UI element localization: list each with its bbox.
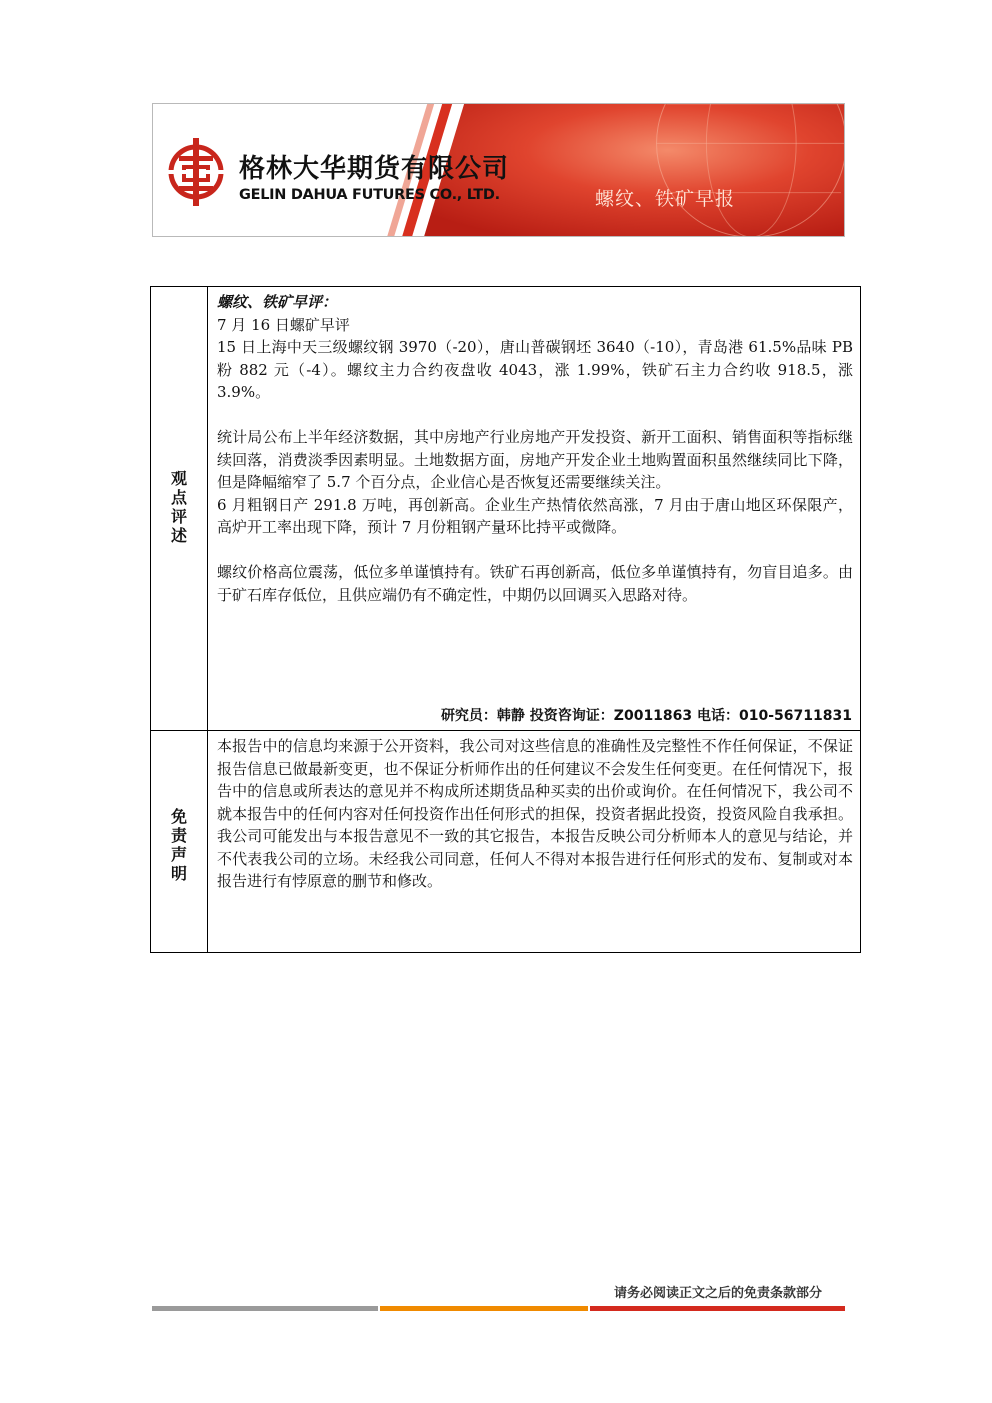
commentary-heading: 螺纹、铁矿早评： — [217, 293, 338, 311]
disclaimer-text: 本报告中的信息均来源于公开资料，我公司对这些信息的准确性及完整性不作任何保证，不保证报告信息已做最新变更，也不保证分析师作出的任何建议不会发生任何变更。在任何情况下，报告中的信息或所表达的意见并不构成所述期货品种买卖的出价或询价。在任何情况下，我公司不就本报告中的任何内容对任何投资作出任何形式的担保，投资者据此投资，投资风险自我承担。我公司可能发出与本报告意见不一致的其它报告，本报告反映公司分析师本人的意见与结论，并不代表我公司的立场。未经我公司同意，任何人不得对本报告进行任何形式的发布、复制或对本报告进行有悖原意的删节和修改。 — [217, 737, 853, 890]
company-name-en: GELIN DAHUA FUTURES CO., LTD. — [239, 187, 500, 203]
commentary-paragraph: 螺纹价格高位震荡，低位多单谨慎持有。铁矿石再创新高，低位多单谨慎持有，勿盲目追多。由于矿石库存低位，且供应端仍有不确定性，中期仍以回调买入思路对待。 — [217, 563, 853, 604]
commentary-label: 观 点 评 述 — [170, 469, 187, 545]
company-name-cn: 格林大华期货有限公司 — [239, 154, 510, 184]
footer-bar-orange — [380, 1306, 588, 1311]
commentary-paragraph: 6 月粗钢日产 291.8 万吨，再创新高。企业生产热情依然高涨，7 月由于唐山地区环保限产，高炉开工率出现下降，预计 7 月份粗钢产量环比持平或微降。 — [217, 495, 853, 536]
commentary-paragraph: 15 日上海中天三级螺纹钢 3970（-20），唐山普碳钢坯 3640（-10），青岛港 61.5%品味 PB 粉 882 元（-4）。螺纹主力合约夜盘收 4043，涨 1.99%，铁矿石主力合约收 918.5，涨 3.9%。 — [217, 338, 853, 401]
disclaimer-label: 免 责 声 明 — [170, 807, 187, 883]
commentary-paragraph: 统计局公布上半年经济数据，其中房地产行业房地产开发投资、新开工面积、销售面积等指标继续回落，消费淡季因素明显。土地数据方面，房地产开发企业土地购置面积虽然继续同比下降，但是降幅缩窄了 5.7 个百分点，企业信心是否恢复还需要继续关注。 — [217, 428, 853, 491]
footer-bar-gray — [152, 1306, 378, 1311]
researcher-info: 研究员：韩静 投资咨询证：Z0011863 电话：010-56711831 — [440, 708, 852, 724]
report-title: 螺纹、铁矿早报 — [595, 188, 736, 210]
disclaimer-content — [217, 735, 853, 893]
table-divider-vertical — [207, 287, 208, 952]
report-table — [150, 286, 861, 953]
table-divider-horizontal — [151, 730, 860, 731]
commentary-content — [217, 291, 853, 606]
company-logo-icon — [167, 134, 225, 210]
commentary-date: 7 月 16 日螺矿早评 — [217, 315, 350, 334]
footer-notice: 请务必阅读正文之后的免责条款部分 — [614, 1286, 823, 1301]
header-banner — [152, 103, 845, 237]
footer-bar-red — [590, 1306, 845, 1311]
